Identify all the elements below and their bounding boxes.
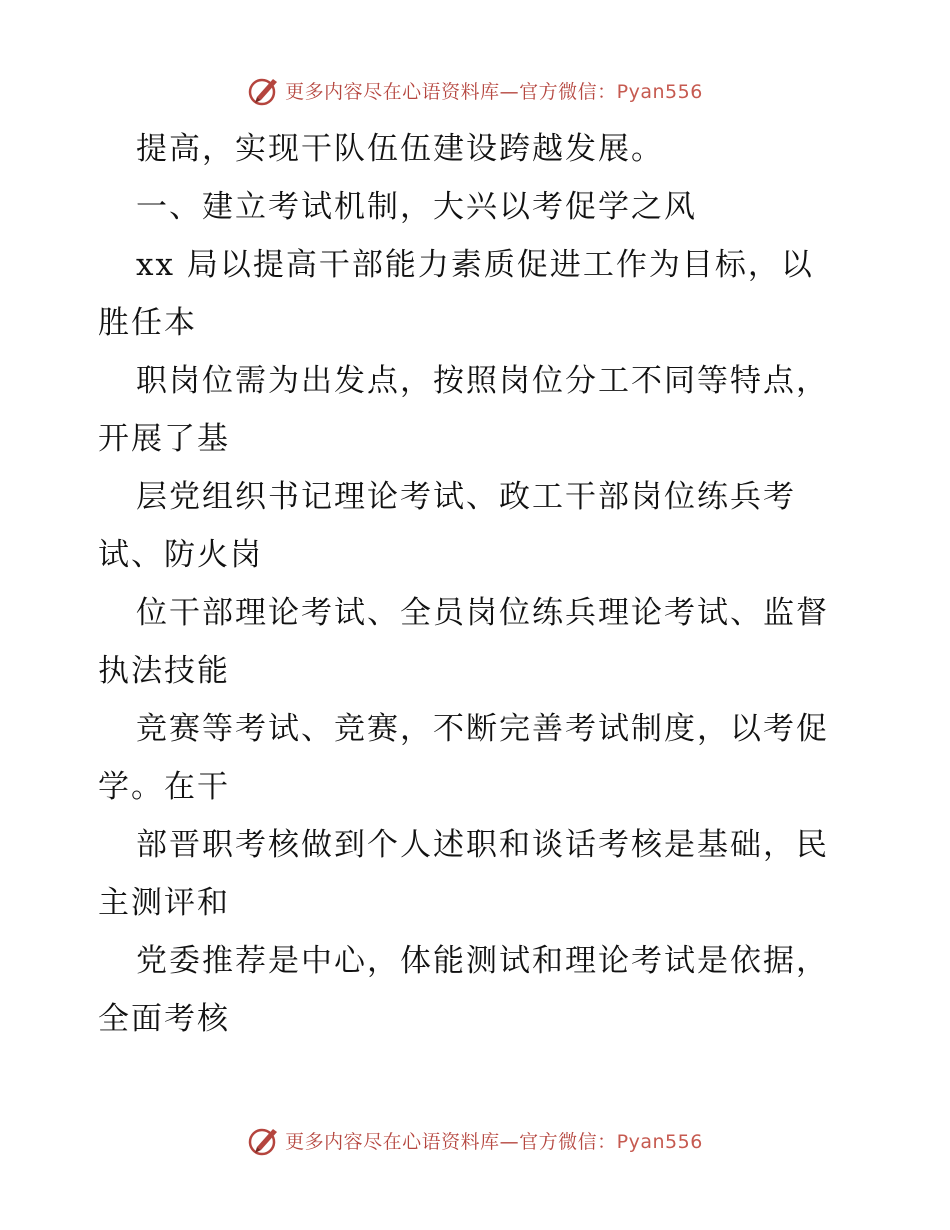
text-line: 职岗位需为出发点，按照岗位分工不同等特点， [136,363,829,399]
text-line: xx 局以提高干部能力素质促进工作为目标，以 [136,247,814,283]
banner-text [285,77,703,104]
banner-label: 更多内容尽在心语资料库—官方微信： [285,80,617,103]
wechat-handle: Pyan556 [616,1130,703,1153]
text-line: 部晋职考核做到个人述职和谈话考核是基础，民 [136,827,829,863]
text-line: 全面考核 [98,1001,230,1037]
text-line: 执法技能 [98,653,230,689]
footer-banner [0,1120,950,1160]
text-line: 位干部理论考试、全员岗位练兵理论考试、监督 [136,595,829,631]
banner-label: 更多内容尽在心语资料库—官方微信： [285,1130,617,1153]
text-line: 提高，实现干队伍伍建设跨越发展。 [136,131,664,167]
text-line: 层党组织书记理论考试、政工干部岗位练兵考 [136,479,796,515]
wechat-handle: Pyan556 [616,80,703,103]
text-line: 竞赛等考试、竞赛，不断完善考试制度，以考促 [136,711,829,747]
pen-logo-icon [247,1123,281,1157]
document-body [98,120,858,1048]
text-line: 试、防火岗 [98,537,263,573]
text-line: 党委推荐是中心，体能测试和理论考试是依据， [136,943,829,979]
text-line: 开展了基 [98,421,230,457]
banner-text [285,1127,703,1154]
text-line: 一、建立考试机制，大兴以考促学之风 [136,189,697,225]
text-line: 主测评和 [98,885,230,921]
header-banner [0,70,950,110]
text-line: 胜任本 [98,305,197,341]
text-line: 学。在干 [98,769,230,805]
pen-logo-icon [247,73,281,107]
